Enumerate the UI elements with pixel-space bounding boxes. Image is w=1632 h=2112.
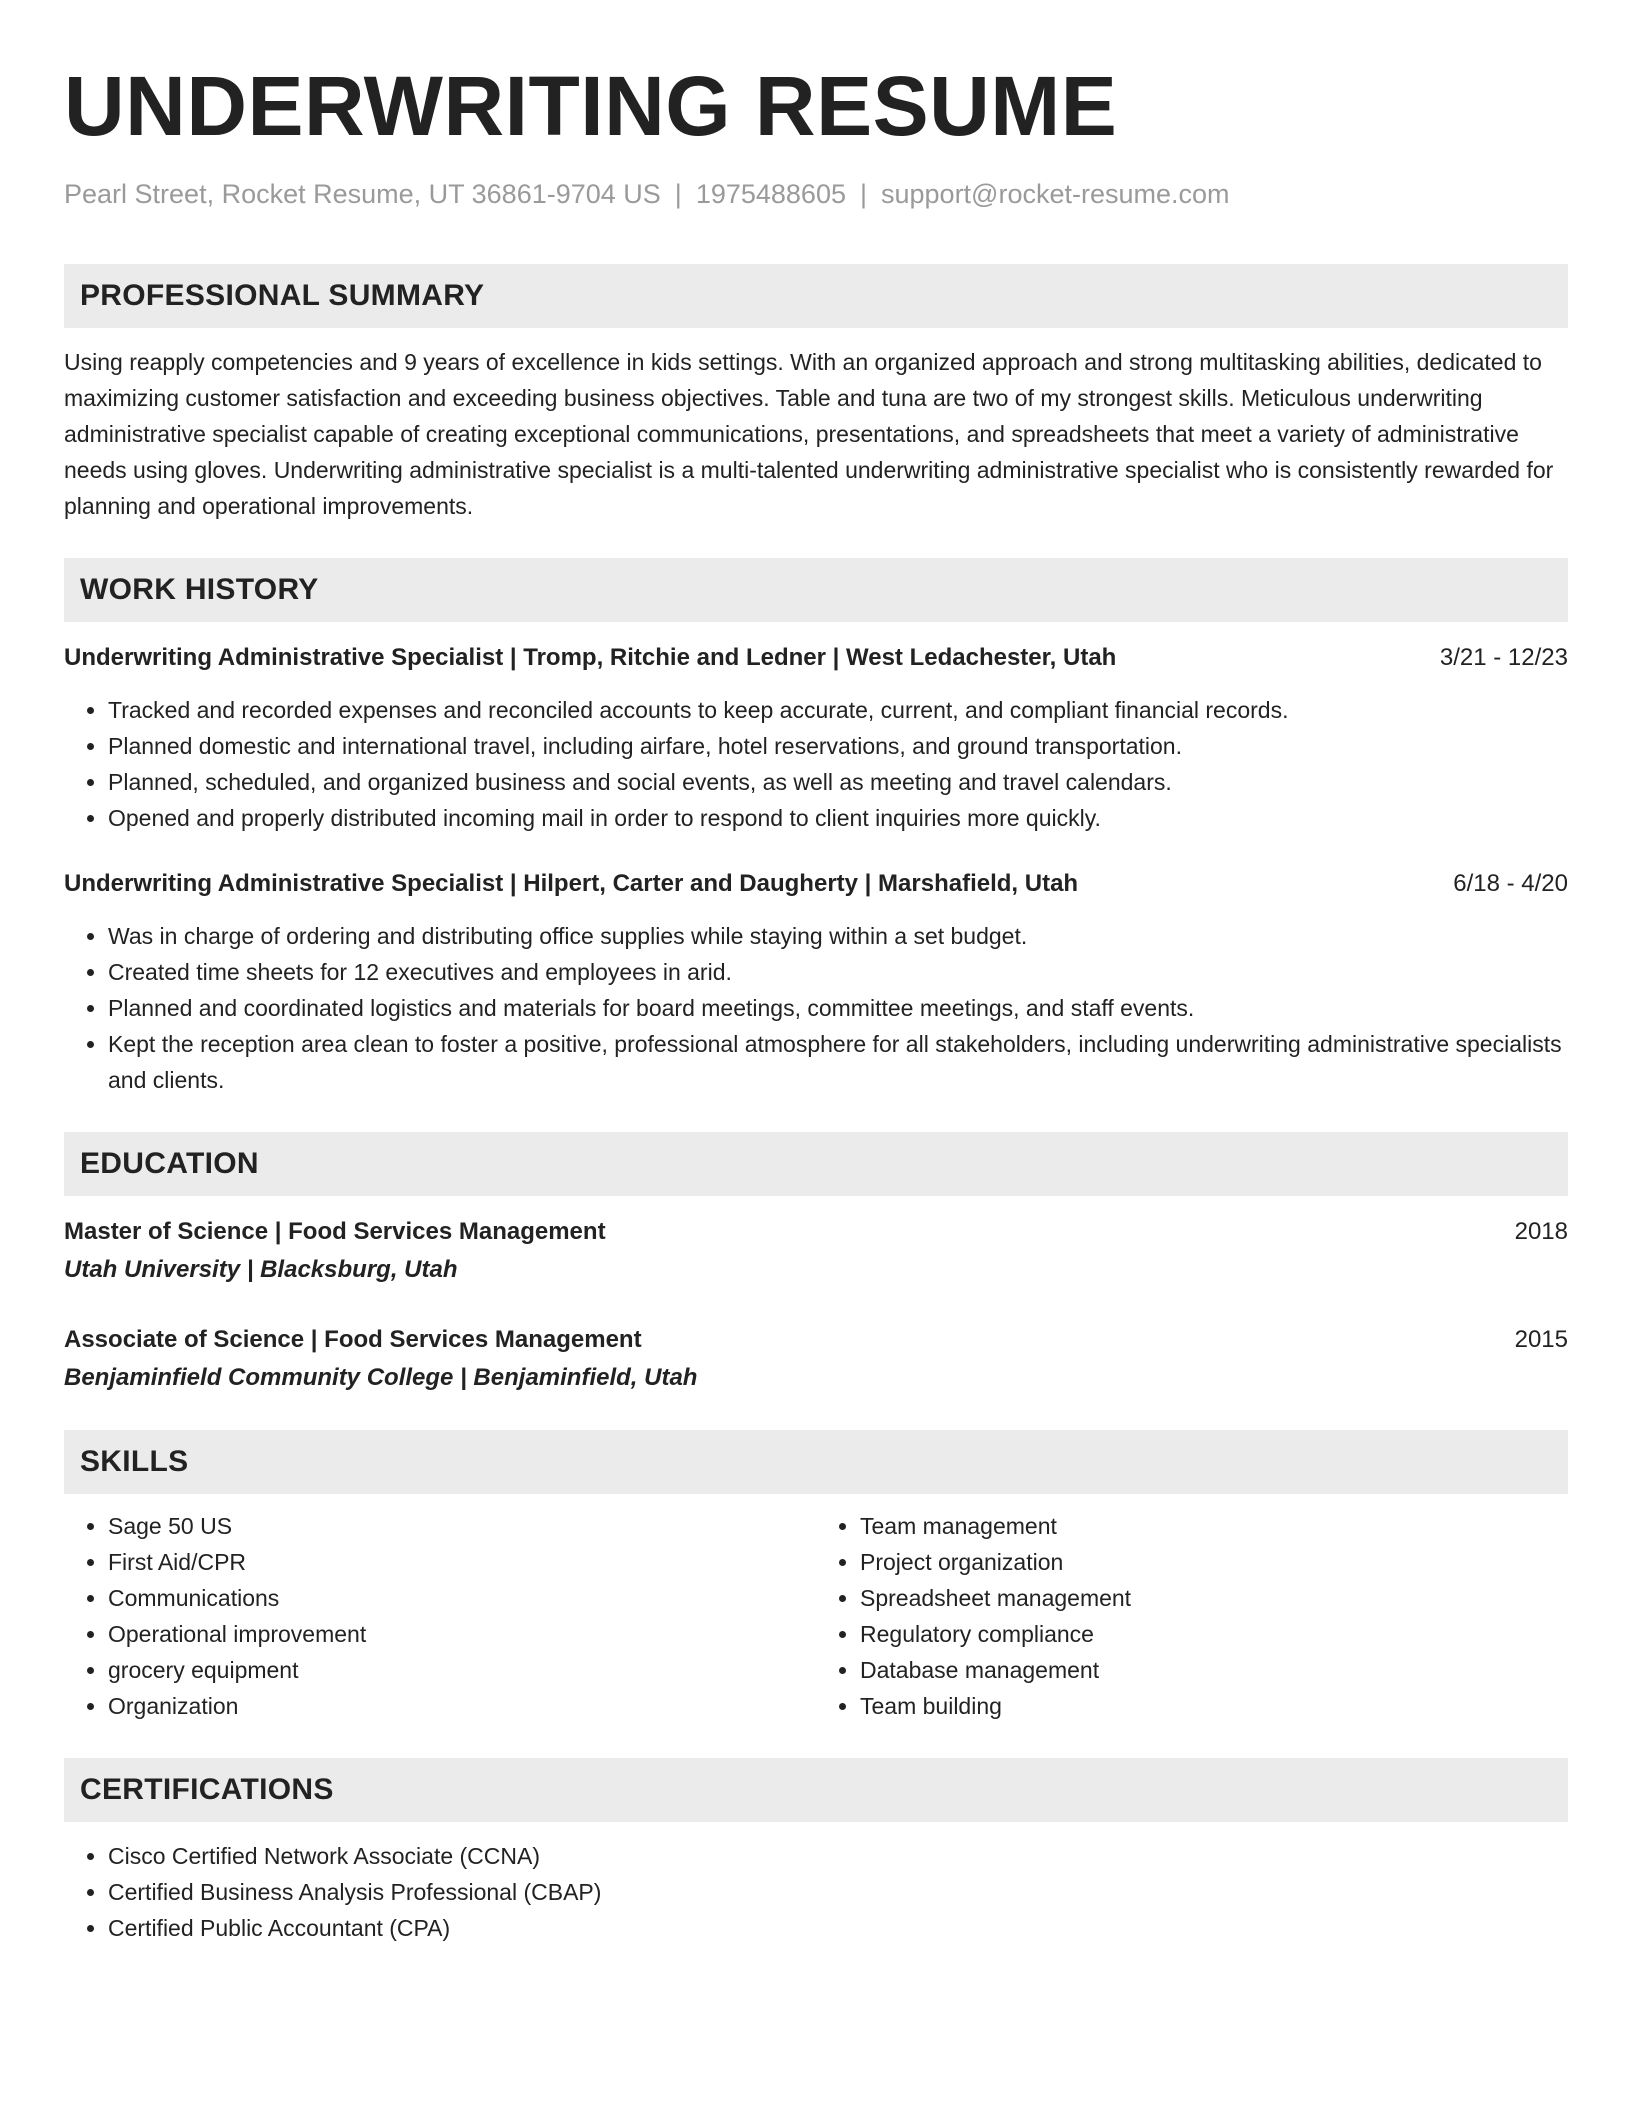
education-entry: [64, 1322, 1568, 1396]
skill-item: • grocery equipment: [108, 1652, 816, 1688]
section-header-summary: PROFESSIONAL SUMMARY: [64, 264, 1568, 328]
skill-item: • Organization: [108, 1688, 816, 1724]
education-year: 2015: [1514, 1326, 1568, 1353]
certifications-list: [64, 1838, 1568, 1946]
summary-text: Using reapply competencies and 9 years of excellence in kids settings. With an organized approach and strong multitasking abilities, dedicated to maximizing customer satisfaction and exceeding business objectives. Table and tuna are two of my strongest skills. Meticulous underwriting administrative specialist capable of creating exceptional communications, presentations, and spreadsheets that meet a variety of administrative needs using gloves. Underwriting administrative specialist is a multi-talented underwriting administrative specialist who is consistently rewarded for planning and operational improvements.: [64, 349, 1554, 519]
contact-address: Pearl Street, Rocket Resume, UT 36861-9704 US: [64, 179, 661, 209]
skill-item: • Project organization: [860, 1544, 1568, 1580]
contact-phone: 1975488605: [695, 179, 846, 209]
job-heading: Underwriting Administrative Specialist | Tromp, Ritchie and Ledner | West Ledachester, Utah: [64, 644, 1117, 671]
job-entry: [64, 866, 1568, 1098]
degree: Master of Science | Food Services Management: [64, 1218, 606, 1245]
certification-item: • Certified Business Analysis Professional (CBAP): [108, 1874, 1568, 1910]
section-header-education: EDUCATION: [64, 1132, 1568, 1196]
section-header-work-history: WORK HISTORY: [64, 558, 1568, 622]
contact-line: [64, 176, 1568, 212]
skill-item: • Communications: [108, 1580, 816, 1616]
skill-item: • Team management: [860, 1508, 1568, 1544]
school: Benjaminfield Community College | Benjaminfield, Utah: [64, 1364, 698, 1391]
certification-item: • Cisco Certified Network Associate (CCNA): [108, 1838, 1568, 1874]
resume-title: UNDERWRITING RESUME: [64, 59, 1118, 153]
job-bullet: • Kept the reception area clean to foster a positive, professional atmosphere for all stakeholders, including underwriting administrative specialists and clients.: [108, 1026, 1568, 1098]
skills-list: [64, 1508, 1568, 1724]
education-entry: [64, 1214, 1568, 1288]
job-bullet: • Planned, scheduled, and organized business and social events, as well as meeting and travel calendars.: [108, 764, 1568, 800]
job-bullets: [64, 692, 1568, 836]
section-header-certifications: CERTIFICATIONS: [64, 1758, 1568, 1822]
job-bullet: • Created time sheets for 12 executives and employees in arid.: [108, 954, 1568, 990]
job-bullet: • Was in charge of ordering and distributing office supplies while staying within a set budget.: [108, 918, 1568, 954]
skill-item: • First Aid/CPR: [108, 1544, 816, 1580]
skill-item: • Database management: [860, 1652, 1568, 1688]
skill-item: • Team building: [860, 1688, 1568, 1724]
job-bullet: • Planned domestic and international travel, including airfare, hotel reservations, and ground transportation.: [108, 728, 1568, 764]
education-year: 2018: [1514, 1218, 1568, 1245]
skill-item: • Sage 50 US: [108, 1508, 816, 1544]
school: Utah University | Blacksburg, Utah: [64, 1256, 458, 1283]
job-heading: Underwriting Administrative Specialist | Hilpert, Carter and Daugherty | Marshafield, Utah: [64, 870, 1079, 897]
skill-item: • Regulatory compliance: [860, 1616, 1568, 1652]
job-bullet: • Tracked and recorded expenses and reconciled accounts to keep accurate, current, and compliant financial records.: [108, 692, 1568, 728]
contact-email: support@rocket-resume.com: [881, 179, 1230, 209]
job-bullets: [64, 918, 1568, 1098]
job-entry: [64, 640, 1568, 836]
contact-separator: |: [859, 179, 867, 209]
contact-separator: |: [674, 179, 682, 209]
certification-item: • Certified Public Accountant (CPA): [108, 1910, 1568, 1946]
skills-column-left: [64, 1508, 816, 1724]
job-dates: 3/21 - 12/23: [1439, 644, 1568, 671]
skill-item: • Operational improvement: [108, 1616, 816, 1652]
section-header-skills: SKILLS: [64, 1430, 1568, 1494]
job-bullet: • Opened and properly distributed incoming mail in order to respond to client inquiries more quickly.: [108, 800, 1568, 836]
job-dates: 6/18 - 4/20: [1453, 870, 1568, 897]
skills-column-right: [816, 1508, 1568, 1724]
skill-item: • Spreadsheet management: [860, 1580, 1568, 1616]
job-bullet: • Planned and coordinated logistics and materials for board meetings, committee meetings, and staff events.: [108, 990, 1568, 1026]
degree: Associate of Science | Food Services Management: [64, 1326, 642, 1353]
